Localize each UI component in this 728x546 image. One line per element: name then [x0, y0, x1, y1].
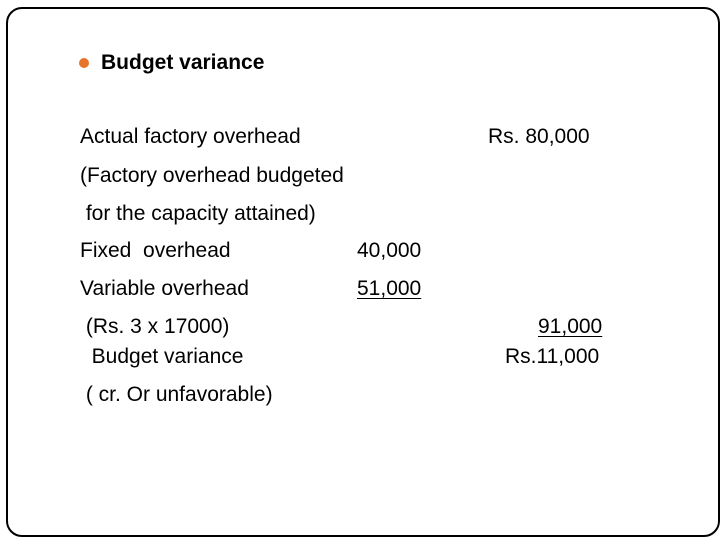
budget-variance-value: Rs.11,000 [505, 345, 600, 368]
slide-frame [6, 7, 720, 537]
variable-overhead-label: Variable overhead [80, 277, 249, 300]
budgeted-line-1: (Factory overhead budgeted [80, 164, 344, 187]
actual-overhead-value: Rs. 80,000 [488, 125, 590, 148]
fixed-overhead-value: 40,000 [357, 239, 422, 262]
budgeted-line-2: for the capacity attained) [80, 202, 316, 225]
variable-overhead-value: 51,000 [357, 277, 422, 300]
bullet-icon [79, 58, 89, 68]
budget-variance-label: Budget variance [80, 345, 244, 368]
actual-overhead-label: Actual factory overhead [80, 125, 301, 148]
rate-label: (Rs. 3 x 17000) [80, 315, 230, 338]
slide-heading: Budget variance [101, 51, 265, 74]
fixed-overhead-label: Fixed overhead [80, 239, 231, 262]
heading-row [79, 50, 264, 76]
variance-note: ( cr. Or unfavorable) [80, 383, 273, 406]
total-budgeted-value: 91,000 [538, 315, 603, 338]
